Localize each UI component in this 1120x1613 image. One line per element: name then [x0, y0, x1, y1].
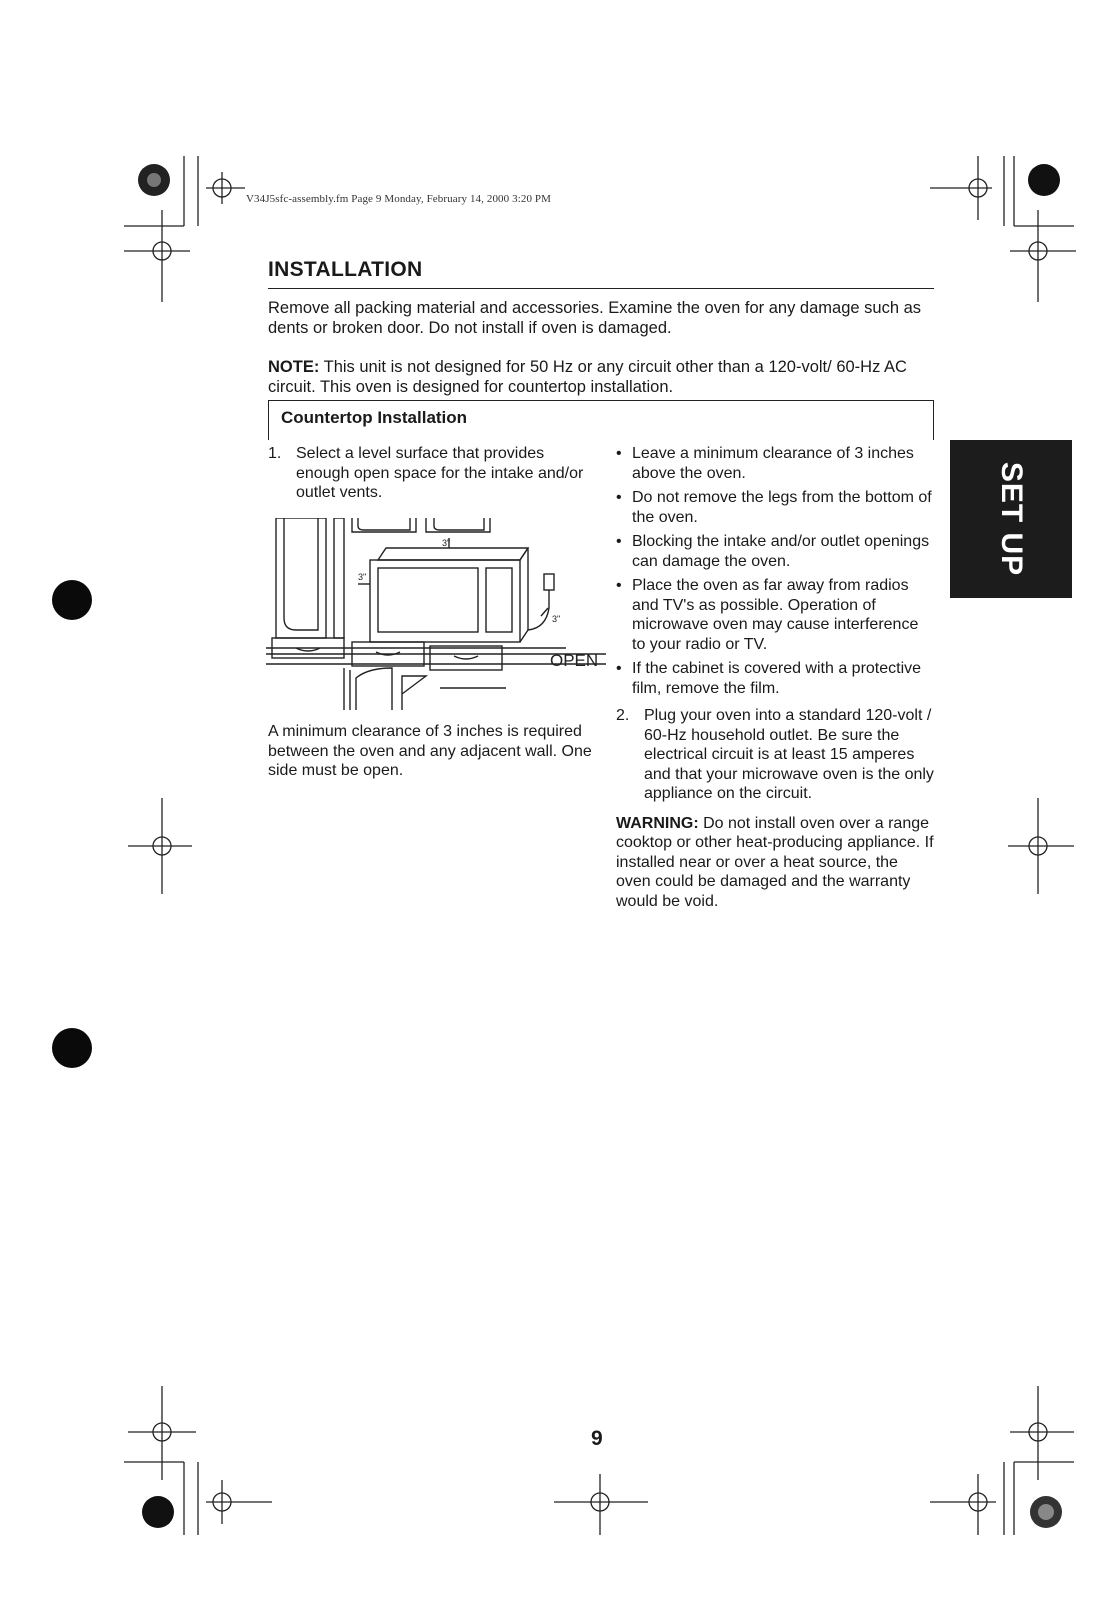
bullet-dot: • [616, 489, 622, 506]
bullet-item [616, 659, 936, 698]
figure-caption: A minimum clearance of 3 inches is required between the oven and any adjacent wall. One side must be open. [268, 723, 592, 779]
bullet-dot: • [616, 445, 622, 462]
step-1-text: Select a level surface that provides enough open space for the intake and/or outlet vents. [296, 445, 584, 501]
page-number: 9 [591, 1427, 603, 1450]
figure-label-top: 3" [442, 538, 451, 548]
step-2-number: 2. [616, 707, 630, 724]
step-1-number: 1. [268, 445, 282, 462]
bullet-dot: • [616, 533, 622, 550]
step-2-text: Plug your oven into a standard 120-volt / 60-Hz household outlet. Be sure the electrical circuit is at least 15 amperes and that your microwave oven is the only appliance on the circuit. [644, 707, 934, 802]
bullet-item [616, 488, 936, 527]
countertop-title: Countertop Installation [281, 408, 468, 427]
warning-text: Do not install oven over a range cooktop or other heat-producing appliance. If installed near or over a heat source, the oven could be damaged and the warranty would be void. [616, 814, 934, 910]
step-2 [616, 706, 936, 804]
set-up-tab-label: SET UP [995, 461, 1028, 577]
oven-clearance-illustration [266, 518, 616, 710]
bullet-item [616, 576, 936, 654]
title-rule [268, 288, 934, 289]
note-label: NOTE: [268, 358, 320, 376]
figure-label-open: OPEN [550, 651, 599, 670]
intro-paragraph: Remove all packing material and accessories. Examine the oven for any damage such as dents or broken door. Do not install if oven is damaged. [268, 299, 922, 337]
right-column [616, 444, 936, 911]
bullet-item [616, 444, 936, 483]
note-paragraph [268, 357, 934, 397]
file-info-header: V34J5sfc-assembly.fm Page 9 Monday, February 14, 2000 3:20 PM [246, 193, 552, 205]
bullet-text: Do not remove the legs from the bottom of the oven. [632, 489, 932, 526]
warning-paragraph [616, 814, 936, 912]
bullet-text: Place the oven as far away from radios and TV's as possible. Operation of microwave oven may cause interference to your radio or TV. [632, 577, 919, 653]
bullet-text: Leave a minimum clearance of 3 inches above the oven. [632, 445, 914, 482]
bullet-text: Blocking the intake and/or outlet openings can damage the oven. [632, 533, 930, 570]
figure-label-right: 3" [552, 614, 561, 624]
set-up-side-tab [950, 440, 1072, 598]
bullet-item [616, 532, 936, 571]
note-text: This unit is not designed for 50 Hz or any circuit other than a 120-volt/ 60-Hz AC circuit. This oven is designed for countertop installation. [268, 358, 907, 396]
bullet-dot: • [616, 660, 622, 677]
warning-label: WARNING: [616, 814, 699, 832]
figure-label-side: 3" [358, 572, 367, 582]
bullet-dot: • [616, 577, 622, 594]
section-title: INSTALLATION [268, 258, 423, 281]
bullet-text: If the cabinet is covered with a protective film, remove the film. [632, 660, 922, 697]
